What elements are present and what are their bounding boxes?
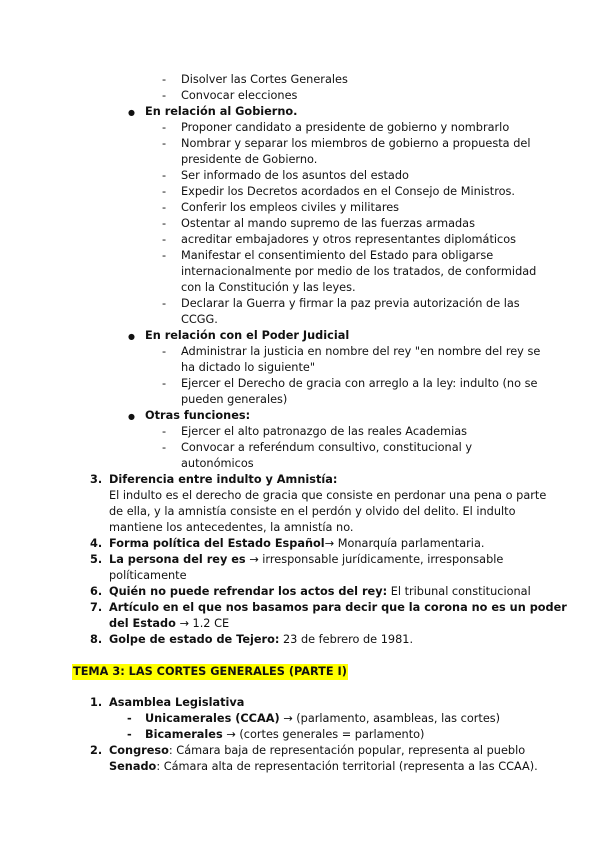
- numbered-item: [109, 552, 503, 568]
- dash-marker: -: [162, 169, 167, 182]
- item-text: → (cortes generales = parlamento): [222, 728, 425, 741]
- dash-marker: -: [162, 249, 167, 262]
- dash-marker: -: [162, 425, 167, 438]
- list-number: 2.: [90, 744, 103, 757]
- list-item-continuation: CCGG.: [181, 313, 218, 326]
- list-item-continuation: internacionalmente por medio de los tratados, de conformidad: [181, 265, 537, 278]
- list-number: 3.: [90, 473, 103, 486]
- list-item: acreditar embajadores y otros representantes diplomáticos: [181, 233, 517, 246]
- dash-marker: -: [162, 185, 167, 198]
- list-item: Expedir los Decretos acordados en el Consejo de Ministros.: [181, 185, 515, 198]
- item-text: → (parlamento, asambleas, las cortes): [279, 712, 501, 725]
- paragraph-line: mantiene los antecedentes, la amnistía no.: [109, 521, 354, 534]
- list-item: Ejercer el Derecho de gracia con arreglo a la ley: indulto (no se: [181, 377, 538, 390]
- item-title: La persona del rey es: [109, 553, 246, 566]
- item-title: Forma política del Estado Español: [109, 537, 325, 550]
- list-item-continuation: presidente de Gobierno.: [181, 153, 318, 166]
- list-item: Manifestar el consentimiento del Estado para obligarse: [181, 249, 494, 262]
- item-text: → Monarquía parlamentaria.: [324, 537, 485, 550]
- item-text: → irresponsable jurídicamente, irresponsable: [245, 553, 504, 566]
- dash-marker: -: [162, 89, 167, 102]
- list-item: Convocar elecciones: [181, 89, 298, 102]
- numbered-item-continuation: [109, 616, 229, 632]
- item-title: Diferencia entre indulto y Amnistía:: [109, 473, 338, 486]
- item-title: Congreso: [109, 744, 169, 757]
- item-text: El tribunal constitucional: [387, 585, 531, 598]
- dash-marker: -: [162, 217, 167, 230]
- item-text-continuation: políticamente: [109, 569, 187, 582]
- list-item-continuation: con la Constitución y las leyes.: [181, 281, 356, 294]
- list-number: 8.: [90, 633, 103, 646]
- item-text: : Cámara alta de representación territorial (representa a las CCAA).: [156, 760, 538, 773]
- item-title: Senado: [109, 760, 157, 773]
- paragraph-line: de ella, y la amnistía consiste en el perdón y olvido del delito. El indulto: [109, 505, 516, 518]
- list-number: 7.: [90, 601, 103, 614]
- list-item-continuation: ha dictado lo siguiente": [181, 361, 316, 374]
- dash-marker: -: [162, 121, 167, 134]
- list-item: Conferir los empleos civiles y militares: [181, 201, 400, 214]
- item-title: Golpe de estado de Tejero:: [109, 633, 280, 646]
- list-item: Ser informado de los asuntos del estado: [181, 169, 409, 182]
- bullet-icon: ●: [128, 412, 135, 421]
- item-text: : Cámara baja de representación popular, representa al pueblo: [168, 744, 526, 757]
- list-item: [145, 727, 424, 743]
- list-number: 5.: [90, 553, 103, 566]
- list-item: Declarar la Guerra y firmar la paz previa autorización de las: [181, 297, 520, 310]
- dash-marker: -: [127, 728, 132, 741]
- item-title: Artículo en el que nos basamos para decir que la corona no es un poder: [109, 601, 567, 614]
- section-heading-tema3: TEMA 3: LAS CORTES GENERALES (PARTE I): [73, 665, 347, 678]
- numbered-item: [109, 632, 413, 648]
- list-item: [145, 711, 500, 727]
- list-number: 6.: [90, 585, 103, 598]
- dash-marker: -: [162, 201, 167, 214]
- dash-marker: -: [162, 377, 167, 390]
- item-text: 23 de febrero de 1981.: [279, 633, 414, 646]
- list-number: 4.: [90, 537, 103, 550]
- list-number: 1.: [90, 696, 103, 709]
- item-title: Bicamerales: [145, 728, 223, 741]
- list-item: Ostentar al mando supremo de las fuerzas armadas: [181, 217, 475, 230]
- dash-marker: -: [162, 73, 167, 86]
- list-item: Nombrar y separar los miembros de gobierno a propuesta del: [181, 137, 531, 150]
- numbered-item: [109, 743, 525, 759]
- section-heading-judicial: En relación con el Poder Judicial: [145, 329, 350, 342]
- numbered-item: [109, 584, 531, 600]
- dash-marker: -: [162, 297, 167, 310]
- numbered-item-continuation: [109, 759, 538, 775]
- list-item: Convocar a referéndum consultivo, constitucional y: [181, 441, 473, 454]
- dash-marker: -: [162, 137, 167, 150]
- item-text: → 1.2 CE: [175, 617, 230, 630]
- dash-marker: -: [162, 345, 167, 358]
- list-item: Ejercer el alto patronazgo de las reales Academias: [181, 425, 468, 438]
- list-item: Administrar la justicia en nombre del rey "en nombre del rey se: [181, 345, 541, 358]
- dash-marker: -: [162, 233, 167, 246]
- section-heading-otras: Otras funciones:: [145, 409, 251, 422]
- section-heading-gobierno: En relación al Gobierno.: [145, 105, 298, 118]
- list-item-continuation: pueden generales): [181, 393, 288, 406]
- item-title: Unicamerales (CCAA): [145, 712, 280, 725]
- paragraph-line: El indulto es el derecho de gracia que consiste en perdonar una pena o parte: [109, 489, 547, 502]
- dash-marker: -: [127, 712, 132, 725]
- dash-marker: -: [162, 441, 167, 454]
- list-item: Disolver las Cortes Generales: [181, 73, 348, 86]
- numbered-item: [109, 536, 484, 552]
- item-title-continuation: del Estado: [109, 617, 176, 630]
- list-item: Proponer candidato a presidente de gobierno y nombrarlo: [181, 121, 510, 134]
- bullet-icon: ●: [128, 108, 135, 117]
- list-item-continuation: autonómicos: [181, 457, 254, 470]
- item-title: Asamblea Legislativa: [109, 696, 245, 709]
- bullet-icon: ●: [128, 332, 135, 341]
- item-title: Quién no puede refrendar los actos del rey:: [109, 585, 388, 598]
